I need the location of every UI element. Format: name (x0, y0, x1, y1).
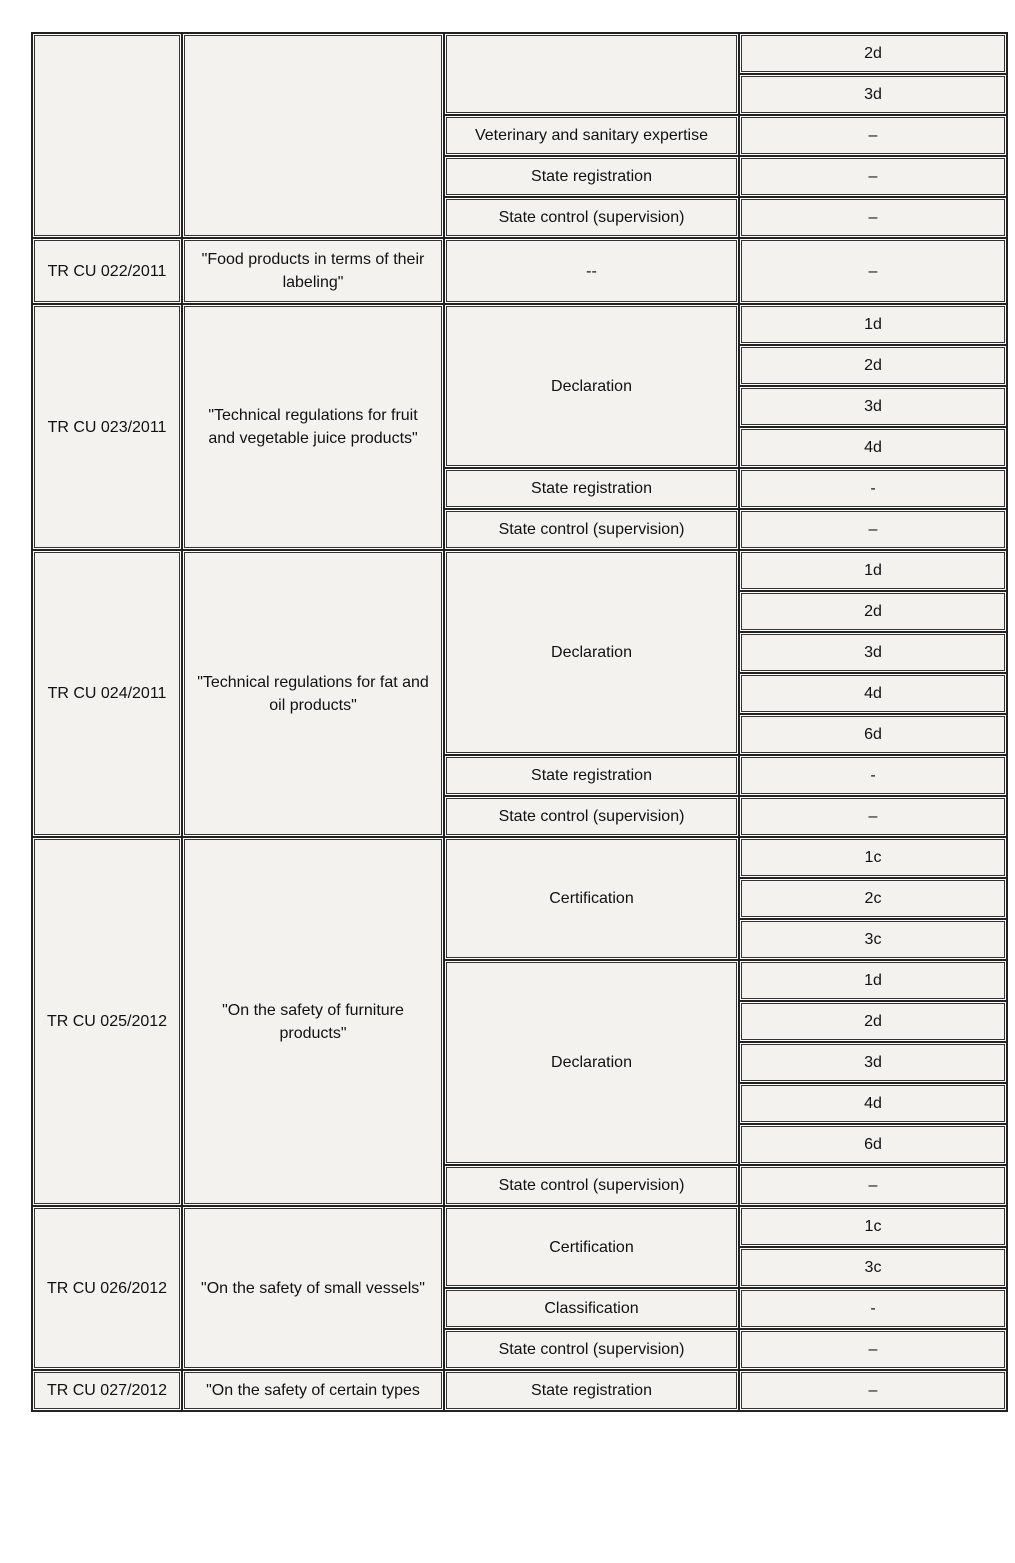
procedure-cell: State registration (444, 755, 739, 796)
scheme-cell: 3d (739, 632, 1007, 673)
procedure-cell: Declaration (444, 304, 739, 468)
procedure-cell: State registration (444, 156, 739, 197)
procedure-cell: Classification (444, 1288, 739, 1329)
document-page (31, 32, 1006, 1412)
scheme-cell: 2d (739, 1001, 1007, 1042)
procedure-cell: State control (supervision) (444, 796, 739, 837)
regulation-title-cell (182, 33, 444, 238)
scheme-cell: 3c (739, 1247, 1007, 1288)
procedure-cell: State control (supervision) (444, 1165, 739, 1206)
scheme-cell: 2d (739, 591, 1007, 632)
scheme-cell: 3d (739, 74, 1007, 115)
scheme-cell: 6d (739, 714, 1007, 755)
scheme-cell: 2d (739, 345, 1007, 386)
regulation-code-cell: TR CU 024/2011 (32, 550, 182, 837)
regulation-code-cell: TR CU 025/2012 (32, 837, 182, 1206)
regulation-title-cell: "On the safety of certain types (182, 1370, 444, 1411)
procedure-cell: State control (supervision) (444, 197, 739, 238)
scheme-cell: 6d (739, 1124, 1007, 1165)
procedure-cell: State control (supervision) (444, 509, 739, 550)
scheme-cell: – (739, 1165, 1007, 1206)
scheme-cell: 4d (739, 1083, 1007, 1124)
regulation-title-cell: "On the safety of small vessels" (182, 1206, 444, 1370)
procedure-cell: Certification (444, 837, 739, 960)
procedure-cell: Certification (444, 1206, 739, 1288)
regulation-code-cell: TR CU 023/2011 (32, 304, 182, 550)
regulation-title-cell: "Technical regulations for fruit and vegetable juice products" (182, 304, 444, 550)
scheme-cell: - (739, 468, 1007, 509)
scheme-cell: – (739, 115, 1007, 156)
scheme-cell: – (739, 1329, 1007, 1370)
procedure-cell: Declaration (444, 550, 739, 755)
scheme-cell: 3c (739, 919, 1007, 960)
scheme-cell: 1d (739, 960, 1007, 1001)
scheme-cell: – (739, 1370, 1007, 1411)
scheme-cell: – (739, 796, 1007, 837)
regulation-code-cell: TR CU 027/2012 (32, 1370, 182, 1411)
procedure-cell: -- (444, 238, 739, 304)
scheme-cell: 4d (739, 673, 1007, 714)
scheme-cell: – (739, 197, 1007, 238)
scheme-cell: – (739, 509, 1007, 550)
procedure-cell: State registration (444, 468, 739, 509)
procedure-cell: State control (supervision) (444, 1329, 739, 1370)
scheme-cell: 3d (739, 1042, 1007, 1083)
procedure-cell: Veterinary and sanitary expertise (444, 115, 739, 156)
regulation-title-cell: "On the safety of furniture products" (182, 837, 444, 1206)
scheme-cell: - (739, 755, 1007, 796)
regulation-title-cell: "Technical regulations for fat and oil products" (182, 550, 444, 837)
scheme-cell: 3d (739, 386, 1007, 427)
table-row (32, 304, 1007, 345)
regulation-title-cell: "Food products in terms of their labeling" (182, 238, 444, 304)
scheme-cell: – (739, 156, 1007, 197)
scheme-cell: 2d (739, 33, 1007, 74)
table-row (32, 238, 1007, 304)
regulation-code-cell: TR CU 026/2012 (32, 1206, 182, 1370)
procedure-cell (444, 33, 739, 115)
regulation-code-cell (32, 33, 182, 238)
table-row (32, 837, 1007, 878)
scheme-cell: 1c (739, 837, 1007, 878)
table-row (32, 1206, 1007, 1247)
table-row (32, 33, 1007, 74)
table-row (32, 550, 1007, 591)
regulation-code-cell: TR CU 022/2011 (32, 238, 182, 304)
procedure-cell: State registration (444, 1370, 739, 1411)
regulations-table-body (32, 33, 1007, 1411)
scheme-cell: 4d (739, 427, 1007, 468)
scheme-cell: - (739, 1288, 1007, 1329)
scheme-cell: 1d (739, 550, 1007, 591)
scheme-cell: 1c (739, 1206, 1007, 1247)
scheme-cell: 1d (739, 304, 1007, 345)
scheme-cell: 2c (739, 878, 1007, 919)
procedure-cell: Declaration (444, 960, 739, 1165)
scheme-cell: – (739, 238, 1007, 304)
regulations-table (31, 32, 1008, 1412)
table-row (32, 1370, 1007, 1411)
